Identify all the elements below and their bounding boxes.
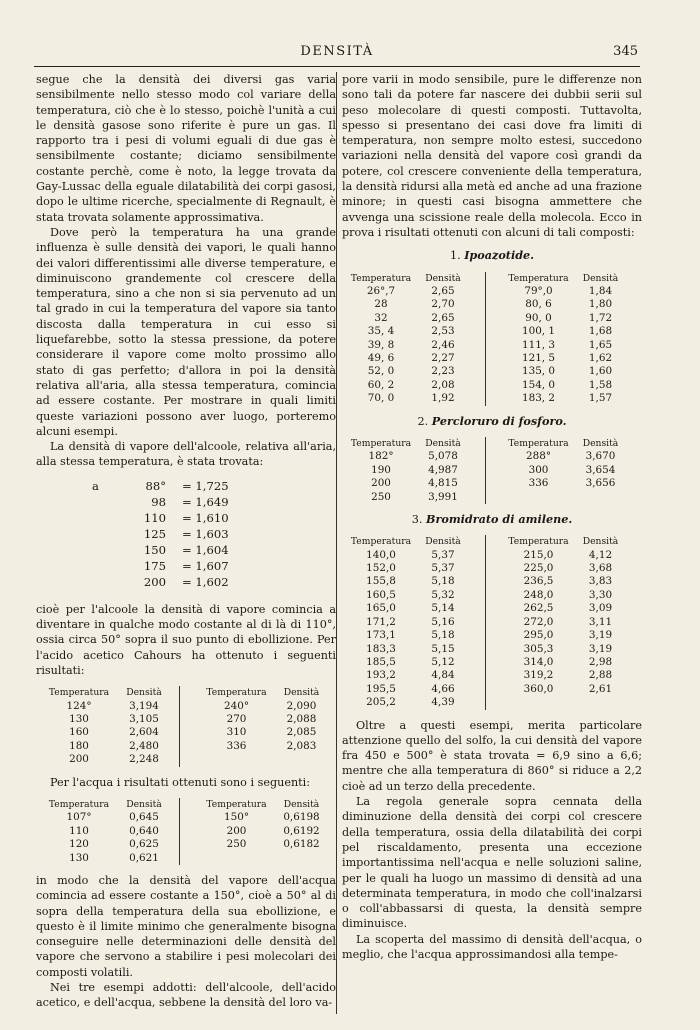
table-cell: 183,3	[366, 642, 396, 655]
table-cell: 79°,0	[524, 284, 553, 297]
caption-number: 1.	[449, 249, 461, 263]
table-cell: 2,88	[588, 669, 613, 682]
table-cell: 1,72	[588, 311, 613, 324]
paragraph: Dove però la temperatura ha una grande influenza è sulle densità dei vapori, le quali hanno dei valori differentissimi alle diverse temperature, e diminuiscono grandemente col crescere della temperatura, sino a che non si sia pervenuto ad un tal grado in cui la temperatura del vapore sia tanto discosta dalla temperatura in cui esso si liquefarebbe, sotto la stessa pressione, da potere considerare il vapore come molto prossimo allo stato di gas perfetto; d'allora in poi la densità relativa all'aria, alla stessa temperatura, comincia ad essere costante. Per mostrare in quali limiti queste variazioni possono aver luogo, porteremo alcuni esempi.	[36, 225, 336, 438]
table-cell: 39, 8	[367, 338, 395, 351]
table-cell: 152,0	[366, 562, 396, 575]
table-row	[342, 575, 485, 588]
caption-title: Bromidrato di amilene.	[426, 511, 573, 526]
table-cell: 60, 2	[367, 378, 395, 391]
table-row	[342, 589, 485, 602]
table-row	[36, 825, 179, 838]
table-cell: 336	[528, 477, 549, 490]
table-cell: 88°	[145, 478, 166, 493]
table-cell: 155,8	[366, 575, 396, 588]
table-header	[500, 437, 643, 450]
table-cell: 160	[69, 726, 89, 739]
column-header: Densità	[425, 536, 461, 548]
table-row	[342, 656, 485, 669]
table-row	[92, 542, 282, 558]
column-header: Temperatura	[350, 437, 412, 449]
table-cell: 272,0	[523, 615, 554, 628]
table-cell: 185,5	[366, 655, 396, 668]
table-row	[92, 510, 282, 526]
table-cell: 32	[374, 311, 388, 324]
table-row	[342, 325, 485, 338]
table-row	[194, 726, 337, 739]
table-row	[342, 669, 485, 682]
table-cell: 3,83	[588, 575, 613, 588]
table-prefix: a	[92, 478, 99, 493]
column-header: Temperatura	[206, 687, 267, 699]
column-header: Temperatura	[350, 536, 412, 548]
table-cell: 165,0	[366, 602, 396, 615]
table-cell: 4,39	[431, 696, 455, 709]
table-cell: 1,57	[588, 392, 613, 405]
table-cell: = 1,604	[182, 542, 229, 557]
column-header: Densità	[582, 536, 619, 548]
table-cell: = 1,725	[182, 478, 229, 493]
table-row	[500, 365, 643, 378]
table-cell: 80, 6	[525, 298, 552, 311]
running-title: DENSITÀ	[300, 44, 374, 59]
table-cell: 200	[371, 477, 391, 490]
table-cell: 310	[226, 726, 247, 739]
table-cell: 0,645	[129, 811, 159, 824]
table-cell: 295,0	[523, 629, 554, 642]
table-cell: 150	[143, 542, 166, 557]
column-header: Densità	[425, 272, 461, 284]
table-row	[500, 379, 643, 392]
paragraph: Oltre a questi esempi, merita particolare attenzione quello del solfo, la cui densità del vapore fra 450 e 500° è stata trovata = 6,9 sino a 6,6; mentre che alla temperatura di 860° si riduce a 2,2 cioè ad un terzo della precedente.	[342, 718, 642, 793]
table-cell: 130	[69, 851, 89, 864]
table-cell: = 1,607	[182, 558, 229, 573]
table-cell: 107°	[66, 811, 92, 824]
table-cell: 49, 6	[367, 352, 395, 364]
table-cell: 262,5	[523, 602, 554, 615]
table-row	[36, 811, 179, 824]
table-header	[194, 686, 337, 699]
table-cell: 1,92	[431, 392, 455, 405]
table-cell: 236,5	[523, 575, 554, 588]
table-row	[342, 643, 485, 656]
caption-title: Ipoazotide.	[464, 248, 535, 263]
percloruro-table	[342, 437, 642, 504]
table-cell: 0,640	[129, 824, 159, 837]
table-cell: 111, 3	[521, 338, 556, 351]
table-cell: 90, 0	[525, 311, 552, 324]
table-cell: 2,98	[588, 655, 613, 668]
table-cell: 5,32	[431, 588, 455, 601]
table-row	[500, 477, 643, 490]
table-cell: 200	[143, 574, 166, 589]
table-cell: 2,65	[431, 284, 455, 297]
column-header: Temperatura	[350, 272, 412, 284]
running-header	[36, 44, 638, 64]
table-cell: 4,987	[428, 463, 458, 476]
table-row	[500, 562, 643, 575]
table-row	[194, 713, 337, 726]
table-cell: 180	[69, 739, 89, 752]
left-column	[36, 72, 336, 1011]
table-row	[92, 494, 282, 510]
table-cell: 3,194	[129, 699, 159, 712]
table-row	[342, 629, 485, 642]
column-header: Densità	[582, 437, 619, 449]
table-cell: 3,68	[588, 562, 613, 575]
table-row	[342, 464, 485, 477]
table-cell: 5,18	[431, 629, 455, 642]
table-cell: 135, 0	[521, 365, 556, 378]
table-row	[36, 700, 179, 713]
table-row	[500, 683, 643, 696]
table-cell: 300	[528, 463, 549, 476]
column-header: Temperatura	[508, 272, 569, 284]
table-cell: 2,70	[431, 298, 455, 311]
table-cell: 248,0	[523, 588, 554, 601]
paragraph: La scoperta del massimo di densità dell'acqua, o meglio, che l'acqua approssimandosi alla tempe-	[342, 932, 642, 961]
table-cell: 5,16	[431, 615, 455, 628]
table-cell: 250	[226, 838, 247, 851]
table-caption	[342, 414, 642, 429]
table-cell: 5,37	[431, 548, 455, 561]
table-cell: 2,083	[286, 739, 317, 752]
table-cell: = 1,649	[182, 494, 229, 509]
table-row	[92, 558, 282, 574]
table-row	[500, 464, 643, 477]
table-row	[342, 352, 485, 365]
table-header	[500, 535, 643, 548]
table-cell: 215,0	[523, 548, 554, 561]
table-cell: 154, 0	[521, 378, 556, 391]
caption-number: 2.	[417, 414, 429, 428]
table-row	[194, 838, 337, 851]
table-cell: 1,60	[588, 365, 613, 378]
table-row	[342, 450, 485, 463]
table-cell: 140,0	[366, 548, 396, 561]
table-header	[194, 798, 337, 811]
table-cell: 160,5	[366, 588, 396, 601]
table-row	[342, 379, 485, 392]
table-cell: 5,078	[428, 450, 458, 463]
table-row	[194, 825, 337, 838]
acetic-acid-table	[36, 686, 336, 766]
table-cell: 4,12	[588, 548, 613, 561]
table-half	[36, 686, 179, 766]
table-cell: 3,105	[129, 713, 159, 726]
table-cell: 121, 5	[521, 352, 556, 364]
table-cell: 200	[69, 753, 89, 766]
table-row	[500, 602, 643, 615]
table-half	[342, 437, 485, 504]
table-cell: 1,80	[588, 298, 613, 311]
paragraph: pore varii in modo sensibile, pure le differenze non sono tali da potere far nascere dei dubbii serii sul peso molecolare di questi composti. Tuttavolta, spesso si presentano dei casi dove fra limiti di temperatura, non sempre molto estesi, succedono variazioni nella densità del vapore così grandi da potere, col crescere conveniente della temperatura, la densità ridursi alla metà ed anche ad una frazione minore; in questi casi bisogna ammettere che avvenga una scissione reale della molecola. Ecco in prova i risultati ottenuti con alcuni di tali composti:	[342, 73, 642, 239]
paragraph: Per l'acqua i risultati ottenuti sono i seguenti:	[50, 775, 311, 789]
table-cell: 250	[371, 490, 391, 503]
table-row	[342, 562, 485, 575]
table-row	[500, 549, 643, 562]
table-caption	[342, 248, 642, 263]
table-cell: 1,68	[588, 325, 613, 338]
header-rule	[34, 66, 640, 67]
table-cell: 100, 1	[521, 325, 556, 338]
alcohol-density-table	[92, 478, 282, 590]
table-cell: 35, 4	[367, 325, 395, 338]
table-row	[500, 352, 643, 365]
table-row	[342, 392, 485, 405]
table-cell: 1,62	[588, 352, 613, 364]
column-divider	[336, 72, 337, 1014]
table-cell: 240°	[223, 699, 250, 712]
table-header	[36, 798, 179, 811]
table-cell: 3,670	[585, 450, 616, 463]
table-row	[342, 477, 485, 490]
table-row	[194, 700, 337, 713]
table-half	[485, 437, 643, 504]
table-row	[500, 392, 643, 405]
table-cell: 110	[143, 510, 166, 525]
table-cell: 171,2	[366, 615, 396, 628]
table-cell: 270	[226, 713, 247, 726]
column-header: Densità	[126, 798, 162, 810]
table-cell: 110	[69, 824, 89, 837]
column-header: Temperatura	[48, 798, 110, 810]
table-cell: 2,23	[431, 365, 455, 378]
column-header: Densità	[283, 798, 320, 810]
table-row	[342, 602, 485, 615]
paragraph: cioè per l'alcoole la densità di vapore comincia a diventare in qualche modo costante al di là di 110°, ossia circa 50° sopra il suo punto di ebollizione. Per l'acido acetico Cahours ha ottenuto i seguenti risultati:	[36, 602, 336, 677]
table-cell: 336	[226, 739, 247, 752]
table-half	[485, 272, 643, 406]
table-cell: 225,0	[523, 562, 554, 575]
table-cell: 124°	[66, 699, 92, 712]
table-cell: 2,088	[286, 713, 317, 726]
paragraph: Nei tre esempi addotti: dell'alcoole, dell'acido acetico, e dell'acqua, sebbene la densità del loro va-	[36, 981, 336, 1010]
table-cell: 2,08	[431, 378, 455, 391]
water-density-table	[36, 798, 336, 865]
table-cell: 4,815	[428, 477, 458, 490]
table-cell: 125	[143, 526, 166, 541]
table-row	[342, 285, 485, 298]
table-half	[342, 535, 485, 709]
paragraph: La densità di vapore dell'alcoole, relativa all'aria, alla stessa temperatura, è stata trovata:	[36, 440, 336, 469]
table-cell: 3,19	[588, 629, 613, 642]
table-cell: 5,12	[431, 655, 455, 668]
table-caption	[342, 512, 642, 527]
table-cell: 2,090	[286, 699, 317, 712]
table-row	[342, 312, 485, 325]
table-cell: 360,0	[523, 682, 554, 695]
table-cell: 2,085	[286, 726, 317, 739]
table-cell: 182°	[368, 450, 394, 463]
table-row	[36, 726, 179, 739]
table-row	[342, 549, 485, 562]
table-half	[342, 272, 485, 406]
table-cell: 1,84	[588, 284, 613, 297]
table-cell: 5,14	[431, 602, 455, 615]
table-row	[36, 753, 179, 766]
table-cell: 3,654	[585, 463, 616, 476]
table-cell: 3,656	[585, 477, 616, 490]
table-cell: 2,53	[431, 325, 455, 338]
table-cell: 1,65	[588, 338, 613, 351]
table-cell: 183, 2	[521, 392, 556, 405]
column-header: Densità	[582, 272, 619, 284]
table-header	[342, 437, 485, 450]
table-row	[500, 629, 643, 642]
table-cell: 2,480	[129, 739, 159, 752]
table-row	[92, 526, 282, 542]
table-row	[342, 616, 485, 629]
column-header: Temperatura	[206, 798, 267, 810]
table-row	[342, 298, 485, 311]
table-cell: 173,1	[366, 629, 396, 642]
table-row	[500, 656, 643, 669]
table-cell: = 1,602	[182, 574, 229, 589]
table-half	[485, 535, 643, 709]
table-row	[500, 643, 643, 656]
table-cell: 3,991	[428, 490, 458, 503]
table-row	[342, 339, 485, 352]
table-cell: 195,5	[366, 682, 396, 695]
bromidrato-table	[342, 535, 642, 709]
table-cell: 0,621	[129, 851, 159, 864]
table-cell: 200	[226, 824, 247, 837]
table-header	[342, 272, 485, 285]
table-cell: 28	[374, 298, 388, 311]
table-header	[500, 272, 643, 285]
paragraph: La regola generale sopra cennata della diminuzione della densità dei corpi col crescere della temperatura, ossia della dilatabilità dei corpi pel riscaldamento, presenta una eccezione importantissima nell'acqua e nelle soluzioni saline, per le quali ha luogo un massimo di densità ad una determinata temperatura, in modo che coll'inalzarsi o coll'abbassarsi di questa, la densità sempre diminuisce.	[342, 795, 642, 931]
table-cell: 150°	[223, 811, 250, 824]
table-cell: 2,248	[129, 753, 159, 766]
table-cell: 26°,7	[366, 284, 396, 297]
column-header: Temperatura	[48, 687, 110, 699]
table-half	[179, 686, 337, 766]
table-row	[500, 589, 643, 602]
table-row	[194, 740, 337, 753]
table-cell: 3,30	[588, 588, 613, 601]
table-cell: 4,84	[431, 669, 455, 682]
column-header: Temperatura	[508, 437, 569, 449]
table-cell: 2,604	[129, 726, 159, 739]
table-cell: 70, 0	[367, 392, 395, 405]
table-cell: 288°	[525, 450, 552, 463]
table-row	[342, 696, 485, 709]
table-row	[500, 616, 643, 629]
table-cell: 0,6192	[283, 824, 320, 837]
page-number: 345	[613, 44, 638, 59]
table-cell: 314,0	[523, 655, 554, 668]
table-cell: 319,2	[523, 669, 554, 682]
table-row	[36, 740, 179, 753]
table-cell: 130	[69, 713, 89, 726]
table-row	[36, 713, 179, 726]
table-header	[342, 535, 485, 548]
table-row	[500, 325, 643, 338]
table-cell: 205,2	[366, 696, 396, 709]
table-cell: 4,66	[431, 682, 455, 695]
table-row	[500, 339, 643, 352]
table-cell: 120	[69, 838, 89, 851]
table-cell: 2,27	[431, 352, 455, 364]
table-row	[500, 575, 643, 588]
table-row	[342, 683, 485, 696]
column-header: Densità	[126, 687, 162, 699]
table-cell: 0,6198	[283, 811, 320, 824]
table-cell: 2,65	[431, 311, 455, 324]
table-row	[500, 450, 643, 463]
table-cell: 5,15	[431, 642, 455, 655]
table-row	[342, 491, 485, 504]
table-cell: 175	[143, 558, 166, 573]
table-row	[36, 838, 179, 851]
table-cell: 3,09	[588, 602, 613, 615]
table-cell: 190	[371, 463, 391, 476]
caption-title: Percloruro di fosforo.	[431, 413, 567, 428]
paragraph: in modo che la densità del vapore dell'acqua comincia ad essere costante a 150°, cioè a 50° al di sopra della temperatura della sua ebollizione, e questo è il limite minimo che generalmente bisogna conseguire nelle determinazioni delle densità del vapore che servono a stabilire i pesi molecolari dei composti volatili.	[36, 873, 336, 979]
table-row	[36, 852, 179, 865]
table-cell: 2,46	[431, 338, 455, 351]
caption-number: 3.	[411, 512, 423, 526]
ipoazotide-table	[342, 272, 642, 406]
column-header: Temperatura	[508, 536, 569, 548]
right-column	[342, 72, 642, 962]
table-cell: 0,625	[129, 838, 159, 851]
table-cell: 5,18	[431, 575, 455, 588]
table-row	[194, 811, 337, 824]
table-row	[500, 285, 643, 298]
table-cell: = 1,610	[182, 510, 229, 525]
table-row	[500, 669, 643, 682]
table-row	[92, 478, 282, 494]
table-cell: 0,6182	[283, 838, 320, 851]
table-half	[36, 798, 179, 865]
table-cell: = 1,603	[182, 526, 229, 541]
table-cell: 2,61	[588, 682, 613, 695]
table-cell: 3,11	[588, 615, 613, 628]
table-row	[342, 365, 485, 378]
table-row	[500, 298, 643, 311]
table-cell: 1,58	[588, 378, 613, 391]
column-header: Densità	[425, 437, 461, 449]
table-row	[500, 312, 643, 325]
table-cell: 52, 0	[367, 365, 395, 378]
table-cell: 5,37	[431, 562, 455, 575]
column-header: Densità	[283, 687, 320, 699]
table-cell: 305,3	[523, 642, 554, 655]
table-header	[36, 686, 179, 699]
table-cell: 3,19	[588, 642, 613, 655]
table-cell: 98	[151, 494, 166, 509]
paragraph: segue che la densità dei diversi gas varia sensibilmente nello stesso modo col variare della temperatura, ciò che è lo stesso, poichè l'unità a cui le densità gasose sono riferite è pure un gas. Il rapporto tra i pesi di volumi eguali di due gas è sensibilmente costante; diciamo sensibilmente costante perchè, come è noto, la legge trovata da Gay-Lussac della eguale dilatabilità dei corpi gasosi, dopo le ultime ricerche, specialmente di Regnault, è stata trovata solamente approssimativa.	[36, 73, 336, 224]
table-row	[92, 574, 282, 590]
table-half	[179, 798, 337, 865]
table-cell: 193,2	[366, 669, 396, 682]
